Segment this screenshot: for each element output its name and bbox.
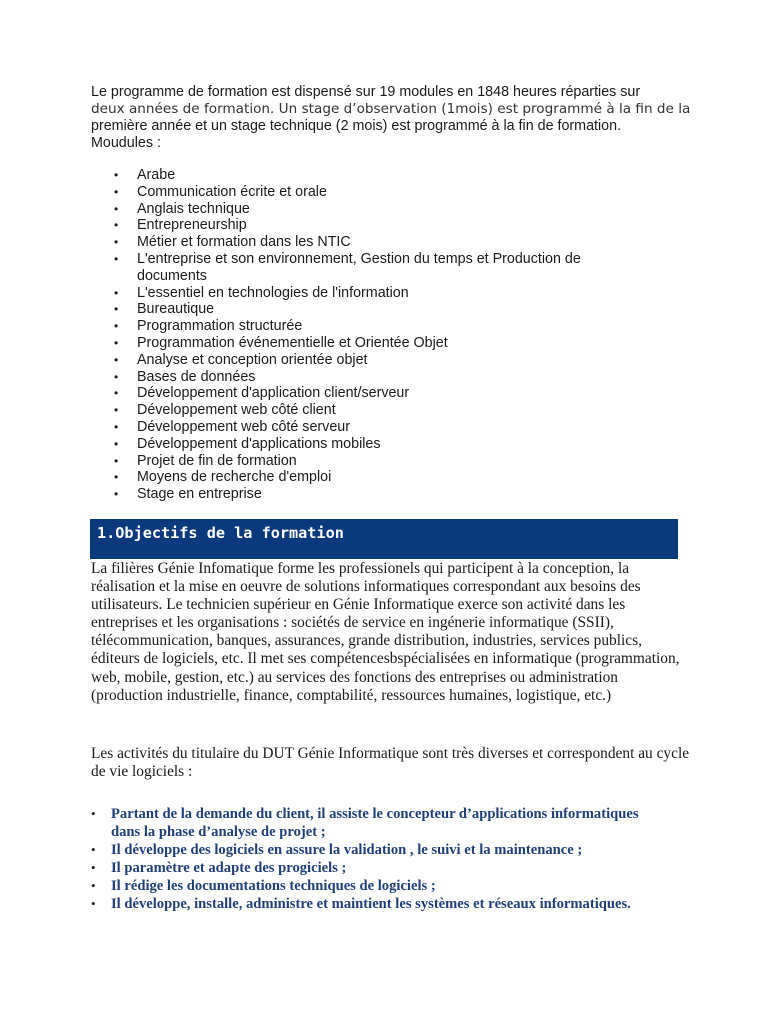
- section-header: [90, 519, 678, 559]
- module-item: • Métier et formation dans les NTIC: [91, 234, 651, 251]
- module-item: • Anglais technique: [91, 201, 651, 218]
- module-item: • L'essentiel en technologies de l'information: [91, 285, 651, 302]
- module-item: • Stage en entreprise: [91, 486, 651, 503]
- module-item: • Communication écrite et orale: [91, 184, 651, 201]
- modules-list: [91, 167, 651, 503]
- intro-line-4: Moudules :: [91, 135, 161, 151]
- module-item: • Analyse et conception orientée objet: [91, 352, 651, 369]
- intro-line-3: première année et un stage technique (2 mois) est programmé à la fin de formation.: [91, 118, 622, 134]
- module-item: • Entrepreneurship: [91, 217, 651, 234]
- activity-item: • Il développe des logiciels en assure la validation , le suivi et la maintenance ;: [91, 841, 671, 859]
- intro-line-2: deux années de formation. Un stage d’observation (1mois) est programmé à la fin de la: [91, 101, 691, 117]
- activities-intro-paragraph: Les activités du titulaire du DUT Génie Informatique sont très diverses et correspondent au cycle de vie logiciels :: [91, 745, 690, 781]
- activity-item: • Il paramètre et adapte des progiciels ;: [91, 859, 671, 877]
- module-item: • Développement web côté serveur: [91, 419, 651, 436]
- module-item: • Bases de données: [91, 369, 651, 386]
- module-item: • Développement d'application client/serveur: [91, 385, 651, 402]
- objectives-paragraph: La filières Génie Infomatique forme les professionels qui participent à la conception, la réalisation et la mise en oeuvre de solutions informatiques correspondant aux besoins des utilisateurs. Le technicien supérieur en Génie Informatique exerce son activité dans les entreprises et les organisations : sociétés de service en ingénerie informatique (SSII), télécommunication, banques, assurances, grande distribution, industries, services publics, éditeurs de logiciels, etc. Il met ses compétencesbspécialisées en informatique (programmation, web, mobile, gestion, etc.) au services des fonctions des entreprises ou administration (production industrielle, finance, comptabilité, ressources humaines, logistique, etc.): [91, 560, 680, 704]
- intro-line-1: Le programme de formation est dispensé sur 19 modules en 1848 heures réparties sur: [91, 84, 641, 100]
- module-item: • Projet de fin de formation: [91, 453, 651, 470]
- module-item: • Bureautique: [91, 301, 651, 318]
- activity-item: • Il développe, installe, administre et maintient les systèmes et réseaux informatiques.: [91, 895, 671, 913]
- module-item: • Programmation événementielle et Orientée Objet: [91, 335, 651, 352]
- module-item: • Développement web côté client: [91, 402, 651, 419]
- module-item: • Moyens de recherche d'emploi: [91, 469, 651, 486]
- activities-list: [91, 805, 671, 913]
- activity-item: • Partant de la demande du client, il assiste le concepteur d’applications informatiques dans la phase d’analyse de projet ;: [91, 805, 671, 841]
- activity-item: • Il rédige les documentations techniques de logiciels ;: [91, 877, 671, 895]
- module-item: • Programmation structurée: [91, 318, 651, 335]
- section-title: 1.Objectifs de la formation: [97, 524, 344, 542]
- module-item: • Arabe: [91, 167, 651, 184]
- intro-block: [91, 84, 691, 152]
- module-item: • Développement d'applications mobiles: [91, 436, 651, 453]
- module-item: • L'entreprise et son environnement, Gestion du temps et Production de documents: [91, 251, 651, 285]
